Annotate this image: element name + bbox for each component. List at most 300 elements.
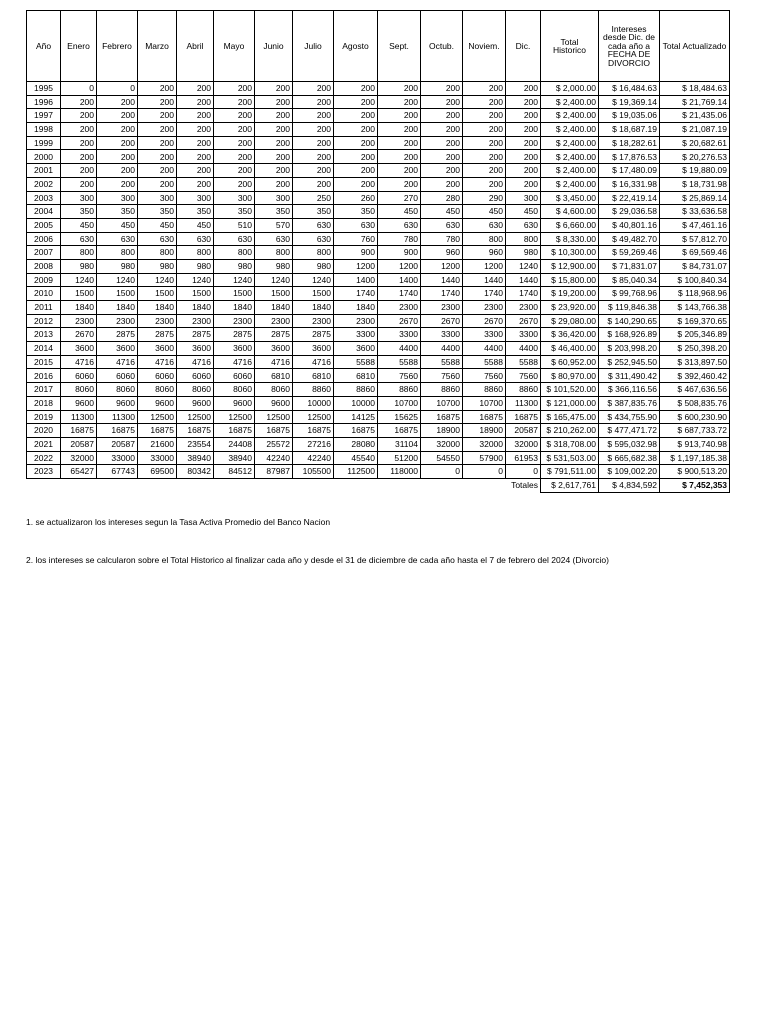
table-row bbox=[27, 355, 730, 369]
month-cell: 3300 bbox=[506, 328, 541, 342]
year-cell: 1998 bbox=[27, 123, 61, 137]
money-cell: $ 101,520.00 bbox=[541, 383, 599, 397]
table-row bbox=[27, 123, 730, 137]
table-row bbox=[27, 369, 730, 383]
month-cell: 350 bbox=[255, 205, 293, 219]
month-cell: 2300 bbox=[421, 301, 463, 315]
note-1: 1. se actualizaron los intereses segun la Tasa Activa Promedio del Banco Nacion bbox=[26, 517, 331, 527]
table-row bbox=[27, 342, 730, 356]
month-cell: 250 bbox=[293, 191, 334, 205]
month-cell: 300 bbox=[255, 191, 293, 205]
month-cell: 900 bbox=[378, 246, 421, 260]
month-cell: 61953 bbox=[506, 451, 541, 465]
month-cell: 200 bbox=[506, 109, 541, 123]
year-cell: 2015 bbox=[27, 355, 61, 369]
month-cell: 200 bbox=[177, 123, 214, 137]
month-cell: 200 bbox=[138, 123, 177, 137]
month-cell: 200 bbox=[214, 95, 255, 109]
month-cell: 16875 bbox=[506, 410, 541, 424]
month-cell: 1400 bbox=[334, 273, 378, 287]
money-cell: $ 20,276.53 bbox=[660, 150, 730, 164]
table-row bbox=[27, 465, 730, 479]
month-cell: 80342 bbox=[177, 465, 214, 479]
money-cell: $ 18,484.63 bbox=[660, 82, 730, 96]
month-cell: 16875 bbox=[138, 424, 177, 438]
month-cell: 32000 bbox=[421, 437, 463, 451]
column-header: Marzo bbox=[138, 11, 177, 82]
month-cell: 42240 bbox=[293, 451, 334, 465]
year-cell: 2006 bbox=[27, 232, 61, 246]
money-cell: $ 49,482.70 bbox=[599, 232, 660, 246]
money-cell: $ 71,831.07 bbox=[599, 259, 660, 273]
money-cell: $ 2,000.00 bbox=[541, 82, 599, 96]
month-cell: 28080 bbox=[334, 437, 378, 451]
month-cell: 200 bbox=[293, 177, 334, 191]
month-cell: 16875 bbox=[421, 410, 463, 424]
month-cell: 8060 bbox=[138, 383, 177, 397]
month-cell: 200 bbox=[463, 164, 506, 178]
year-cell: 2007 bbox=[27, 246, 61, 260]
month-cell: 1200 bbox=[378, 259, 421, 273]
month-cell: 2300 bbox=[255, 314, 293, 328]
month-cell: 2670 bbox=[61, 328, 97, 342]
money-cell: $ 387,835.76 bbox=[599, 396, 660, 410]
month-cell: 16875 bbox=[61, 424, 97, 438]
month-cell: 200 bbox=[255, 150, 293, 164]
month-cell: 67743 bbox=[97, 465, 138, 479]
month-cell: 8860 bbox=[463, 383, 506, 397]
month-cell: 16875 bbox=[97, 424, 138, 438]
year-cell: 2010 bbox=[27, 287, 61, 301]
column-header: Intereses desde Dic. de cada año a FECHA DE DIVORCIO bbox=[599, 11, 660, 82]
month-cell: 3600 bbox=[177, 342, 214, 356]
year-cell: 2013 bbox=[27, 328, 61, 342]
month-cell: 1500 bbox=[255, 287, 293, 301]
month-cell: 200 bbox=[138, 109, 177, 123]
table-row bbox=[27, 164, 730, 178]
month-cell: 3300 bbox=[421, 328, 463, 342]
month-cell: 200 bbox=[255, 109, 293, 123]
month-cell: 9600 bbox=[138, 396, 177, 410]
year-cell: 1999 bbox=[27, 136, 61, 150]
month-cell: 2875 bbox=[293, 328, 334, 342]
month-cell: 1240 bbox=[293, 273, 334, 287]
month-cell: 6810 bbox=[293, 369, 334, 383]
month-cell: 200 bbox=[97, 164, 138, 178]
month-cell: 200 bbox=[334, 95, 378, 109]
month-cell: 4400 bbox=[506, 342, 541, 356]
month-cell: 2875 bbox=[138, 328, 177, 342]
month-cell: 1440 bbox=[463, 273, 506, 287]
month-cell: 45540 bbox=[334, 451, 378, 465]
month-cell: 20587 bbox=[97, 437, 138, 451]
month-cell: 57900 bbox=[463, 451, 506, 465]
month-cell: 3600 bbox=[214, 342, 255, 356]
month-cell: 12500 bbox=[177, 410, 214, 424]
month-cell: 980 bbox=[138, 259, 177, 273]
month-cell: 200 bbox=[177, 95, 214, 109]
month-cell: 4400 bbox=[378, 342, 421, 356]
money-cell: $ 6,660.00 bbox=[541, 218, 599, 232]
month-cell: 200 bbox=[255, 95, 293, 109]
month-cell: 12500 bbox=[255, 410, 293, 424]
month-cell: 800 bbox=[506, 232, 541, 246]
year-cell: 2011 bbox=[27, 301, 61, 315]
month-cell: 16875 bbox=[293, 424, 334, 438]
month-cell: 54550 bbox=[421, 451, 463, 465]
month-cell: 3600 bbox=[61, 342, 97, 356]
month-cell: 8860 bbox=[421, 383, 463, 397]
column-header: Octub. bbox=[421, 11, 463, 82]
year-cell: 2018 bbox=[27, 396, 61, 410]
month-cell: 1500 bbox=[214, 287, 255, 301]
month-cell: 200 bbox=[378, 109, 421, 123]
money-cell: $ 2,400.00 bbox=[541, 123, 599, 137]
money-cell: $ 16,331.98 bbox=[599, 177, 660, 191]
month-cell: 1240 bbox=[506, 259, 541, 273]
month-cell: 200 bbox=[378, 136, 421, 150]
month-cell: 200 bbox=[61, 123, 97, 137]
month-cell: 200 bbox=[177, 164, 214, 178]
table-row bbox=[27, 301, 730, 315]
month-cell: 1840 bbox=[61, 301, 97, 315]
month-cell: 2300 bbox=[214, 314, 255, 328]
money-cell: $ 8,330.00 bbox=[541, 232, 599, 246]
table-row bbox=[27, 273, 730, 287]
month-cell: 200 bbox=[378, 123, 421, 137]
month-cell: 350 bbox=[61, 205, 97, 219]
month-cell: 630 bbox=[61, 232, 97, 246]
total-actualizado: $ 7,452,353 bbox=[660, 478, 730, 492]
month-cell: 800 bbox=[293, 246, 334, 260]
month-cell: 200 bbox=[334, 82, 378, 96]
month-cell: 450 bbox=[378, 205, 421, 219]
month-cell: 800 bbox=[97, 246, 138, 260]
month-cell: 200 bbox=[463, 177, 506, 191]
month-cell: 1440 bbox=[421, 273, 463, 287]
column-header: Julio bbox=[293, 11, 334, 82]
month-cell: 200 bbox=[97, 109, 138, 123]
year-cell: 2000 bbox=[27, 150, 61, 164]
month-cell: 1840 bbox=[334, 301, 378, 315]
month-cell: 1740 bbox=[506, 287, 541, 301]
month-cell: 1200 bbox=[463, 259, 506, 273]
column-header: Junio bbox=[255, 11, 293, 82]
month-cell: 84512 bbox=[214, 465, 255, 479]
month-cell: 900 bbox=[334, 246, 378, 260]
month-cell: 16875 bbox=[255, 424, 293, 438]
table-row bbox=[27, 177, 730, 191]
money-cell: $ 57,812.70 bbox=[660, 232, 730, 246]
year-cell: 1995 bbox=[27, 82, 61, 96]
month-cell: 2300 bbox=[177, 314, 214, 328]
month-cell: 450 bbox=[506, 205, 541, 219]
money-cell: $ 17,480.09 bbox=[599, 164, 660, 178]
month-cell: 9600 bbox=[61, 396, 97, 410]
money-cell: $ 791,511.00 bbox=[541, 465, 599, 479]
month-cell: 200 bbox=[97, 177, 138, 191]
month-cell: 200 bbox=[138, 95, 177, 109]
payments-table bbox=[26, 10, 730, 493]
year-cell: 1997 bbox=[27, 109, 61, 123]
month-cell: 1740 bbox=[378, 287, 421, 301]
month-cell: 8860 bbox=[378, 383, 421, 397]
money-cell: $ 80,970.00 bbox=[541, 369, 599, 383]
column-header: Total Historico bbox=[541, 11, 599, 82]
year-cell: 2003 bbox=[27, 191, 61, 205]
month-cell: 4716 bbox=[138, 355, 177, 369]
month-cell: 2875 bbox=[97, 328, 138, 342]
month-cell: 51200 bbox=[378, 451, 421, 465]
month-cell: 350 bbox=[97, 205, 138, 219]
month-cell: 2875 bbox=[214, 328, 255, 342]
month-cell: 200 bbox=[421, 82, 463, 96]
month-cell: 200 bbox=[506, 136, 541, 150]
money-cell: $ 46,400.00 bbox=[541, 342, 599, 356]
month-cell: 980 bbox=[61, 259, 97, 273]
month-cell: 630 bbox=[506, 218, 541, 232]
month-cell: 1200 bbox=[421, 259, 463, 273]
money-cell: $ 69,569.46 bbox=[660, 246, 730, 260]
month-cell: 14125 bbox=[334, 410, 378, 424]
month-cell: 0 bbox=[421, 465, 463, 479]
year-cell: 2022 bbox=[27, 451, 61, 465]
money-cell: $ 29,036.58 bbox=[599, 205, 660, 219]
month-cell: 200 bbox=[334, 109, 378, 123]
money-cell: $ 2,400.00 bbox=[541, 109, 599, 123]
money-cell: $ 203,998.20 bbox=[599, 342, 660, 356]
month-cell: 1400 bbox=[378, 273, 421, 287]
month-cell: 24408 bbox=[214, 437, 255, 451]
month-cell: 2300 bbox=[293, 314, 334, 328]
money-cell: $ 600,230.90 bbox=[660, 410, 730, 424]
table-row bbox=[27, 82, 730, 96]
money-cell: $ 18,731.98 bbox=[660, 177, 730, 191]
money-cell: $ 18,687.19 bbox=[599, 123, 660, 137]
month-cell: 200 bbox=[255, 123, 293, 137]
month-cell: 780 bbox=[378, 232, 421, 246]
month-cell: 350 bbox=[138, 205, 177, 219]
month-cell: 16875 bbox=[334, 424, 378, 438]
money-cell: $ 12,900.00 bbox=[541, 259, 599, 273]
month-cell: 10700 bbox=[463, 396, 506, 410]
month-cell: 105500 bbox=[293, 465, 334, 479]
month-cell: 630 bbox=[255, 232, 293, 246]
money-cell: $ 311,490.42 bbox=[599, 369, 660, 383]
month-cell: 200 bbox=[421, 150, 463, 164]
month-cell: 4716 bbox=[177, 355, 214, 369]
total-intereses: $ 4,834,592 bbox=[599, 478, 660, 492]
month-cell: 200 bbox=[506, 123, 541, 137]
month-cell: 200 bbox=[255, 164, 293, 178]
month-cell: 630 bbox=[214, 232, 255, 246]
month-cell: 27216 bbox=[293, 437, 334, 451]
spreadsheet bbox=[26, 10, 729, 493]
money-cell: $ 15,800.00 bbox=[541, 273, 599, 287]
month-cell: 200 bbox=[177, 150, 214, 164]
money-cell: $ 21,435.06 bbox=[660, 109, 730, 123]
table-row bbox=[27, 287, 730, 301]
month-cell: 8060 bbox=[61, 383, 97, 397]
money-cell: $ 40,801.16 bbox=[599, 218, 660, 232]
month-cell: 2875 bbox=[177, 328, 214, 342]
month-cell: 200 bbox=[334, 150, 378, 164]
month-cell: 8860 bbox=[334, 383, 378, 397]
month-cell: 9600 bbox=[255, 396, 293, 410]
column-header: Dic. bbox=[506, 11, 541, 82]
month-cell: 18900 bbox=[463, 424, 506, 438]
month-cell: 12500 bbox=[138, 410, 177, 424]
month-cell: 200 bbox=[97, 150, 138, 164]
month-cell: 6060 bbox=[138, 369, 177, 383]
month-cell: 200 bbox=[463, 150, 506, 164]
month-cell: 3300 bbox=[378, 328, 421, 342]
month-cell: 5588 bbox=[463, 355, 506, 369]
month-cell: 200 bbox=[334, 177, 378, 191]
month-cell: 65427 bbox=[61, 465, 97, 479]
month-cell: 200 bbox=[293, 82, 334, 96]
money-cell: $ 2,400.00 bbox=[541, 95, 599, 109]
month-cell: 800 bbox=[214, 246, 255, 260]
month-cell: 200 bbox=[506, 164, 541, 178]
month-cell: 6810 bbox=[255, 369, 293, 383]
month-cell: 10000 bbox=[334, 396, 378, 410]
month-cell: 1500 bbox=[177, 287, 214, 301]
month-cell: 0 bbox=[97, 82, 138, 96]
month-cell: 200 bbox=[138, 150, 177, 164]
month-cell: 1840 bbox=[214, 301, 255, 315]
month-cell: 112500 bbox=[334, 465, 378, 479]
money-cell: $ 25,869.14 bbox=[660, 191, 730, 205]
month-cell: 9600 bbox=[214, 396, 255, 410]
month-cell: 200 bbox=[255, 177, 293, 191]
month-cell: 2300 bbox=[61, 314, 97, 328]
money-cell: $ 2,400.00 bbox=[541, 164, 599, 178]
month-cell: 200 bbox=[463, 82, 506, 96]
month-cell: 200 bbox=[138, 82, 177, 96]
month-cell: 2300 bbox=[97, 314, 138, 328]
month-cell: 8060 bbox=[97, 383, 138, 397]
month-cell: 8060 bbox=[255, 383, 293, 397]
month-cell: 32000 bbox=[463, 437, 506, 451]
month-cell: 980 bbox=[214, 259, 255, 273]
table-row bbox=[27, 410, 730, 424]
month-cell: 350 bbox=[214, 205, 255, 219]
month-cell: 11300 bbox=[97, 410, 138, 424]
month-cell: 5588 bbox=[378, 355, 421, 369]
column-header: Mayo bbox=[214, 11, 255, 82]
month-cell: 260 bbox=[334, 191, 378, 205]
month-cell: 10700 bbox=[421, 396, 463, 410]
column-header: Sept. bbox=[378, 11, 421, 82]
month-cell: 2670 bbox=[463, 314, 506, 328]
month-cell: 630 bbox=[177, 232, 214, 246]
money-cell: $ 85,040.34 bbox=[599, 273, 660, 287]
month-cell: 200 bbox=[463, 123, 506, 137]
month-cell: 4400 bbox=[421, 342, 463, 356]
year-cell: 2009 bbox=[27, 273, 61, 287]
month-cell: 2670 bbox=[421, 314, 463, 328]
month-cell: 760 bbox=[334, 232, 378, 246]
month-cell: 0 bbox=[506, 465, 541, 479]
month-cell: 200 bbox=[421, 95, 463, 109]
money-cell: $ 21,087.19 bbox=[660, 123, 730, 137]
table-row bbox=[27, 396, 730, 410]
money-cell: $ 19,035.06 bbox=[599, 109, 660, 123]
month-cell: 630 bbox=[421, 218, 463, 232]
month-cell: 800 bbox=[463, 232, 506, 246]
money-cell: $ 477,471.72 bbox=[599, 424, 660, 438]
month-cell: 1500 bbox=[97, 287, 138, 301]
column-header: Total Actualizado bbox=[660, 11, 730, 82]
month-cell: 200 bbox=[255, 82, 293, 96]
table-row bbox=[27, 246, 730, 260]
money-cell: $ 17,876.53 bbox=[599, 150, 660, 164]
money-cell: $ 313,897.50 bbox=[660, 355, 730, 369]
month-cell: 980 bbox=[177, 259, 214, 273]
month-cell: 25572 bbox=[255, 437, 293, 451]
month-cell: 200 bbox=[214, 123, 255, 137]
money-cell: $ 109,002.20 bbox=[599, 465, 660, 479]
month-cell: 200 bbox=[506, 82, 541, 96]
money-cell: $ 118,968.96 bbox=[660, 287, 730, 301]
money-cell: $ 84,731.07 bbox=[660, 259, 730, 273]
month-cell: 32000 bbox=[61, 451, 97, 465]
money-cell: $ 2,400.00 bbox=[541, 136, 599, 150]
month-cell: 8860 bbox=[506, 383, 541, 397]
month-cell: 630 bbox=[463, 218, 506, 232]
month-cell: 16875 bbox=[214, 424, 255, 438]
month-cell: 200 bbox=[293, 95, 334, 109]
month-cell: 200 bbox=[421, 136, 463, 150]
header-row bbox=[27, 11, 730, 82]
month-cell: 18900 bbox=[421, 424, 463, 438]
month-cell: 2300 bbox=[463, 301, 506, 315]
month-cell: 200 bbox=[61, 150, 97, 164]
year-cell: 2019 bbox=[27, 410, 61, 424]
month-cell: 38940 bbox=[177, 451, 214, 465]
month-cell: 42240 bbox=[255, 451, 293, 465]
money-cell: $ 119,846.38 bbox=[599, 301, 660, 315]
month-cell: 800 bbox=[177, 246, 214, 260]
month-cell: 300 bbox=[214, 191, 255, 205]
month-cell: 200 bbox=[378, 150, 421, 164]
month-cell: 280 bbox=[421, 191, 463, 205]
month-cell: 1440 bbox=[506, 273, 541, 287]
month-cell: 6060 bbox=[97, 369, 138, 383]
table-row bbox=[27, 232, 730, 246]
month-cell: 350 bbox=[293, 205, 334, 219]
year-cell: 2017 bbox=[27, 383, 61, 397]
month-cell: 630 bbox=[138, 232, 177, 246]
month-cell: 200 bbox=[97, 95, 138, 109]
month-cell: 980 bbox=[506, 246, 541, 260]
money-cell: $ 318,708.00 bbox=[541, 437, 599, 451]
month-cell: 1840 bbox=[138, 301, 177, 315]
money-cell: $ 60,952.00 bbox=[541, 355, 599, 369]
month-cell: 1240 bbox=[177, 273, 214, 287]
month-cell: 300 bbox=[97, 191, 138, 205]
money-cell: $ 99,768.96 bbox=[599, 287, 660, 301]
month-cell: 200 bbox=[293, 136, 334, 150]
table-row bbox=[27, 95, 730, 109]
month-cell: 450 bbox=[421, 205, 463, 219]
money-cell: $ 59,269.46 bbox=[599, 246, 660, 260]
month-cell: 980 bbox=[97, 259, 138, 273]
money-cell: $ 913,740.98 bbox=[660, 437, 730, 451]
month-cell: 1500 bbox=[61, 287, 97, 301]
month-cell: 2300 bbox=[378, 301, 421, 315]
